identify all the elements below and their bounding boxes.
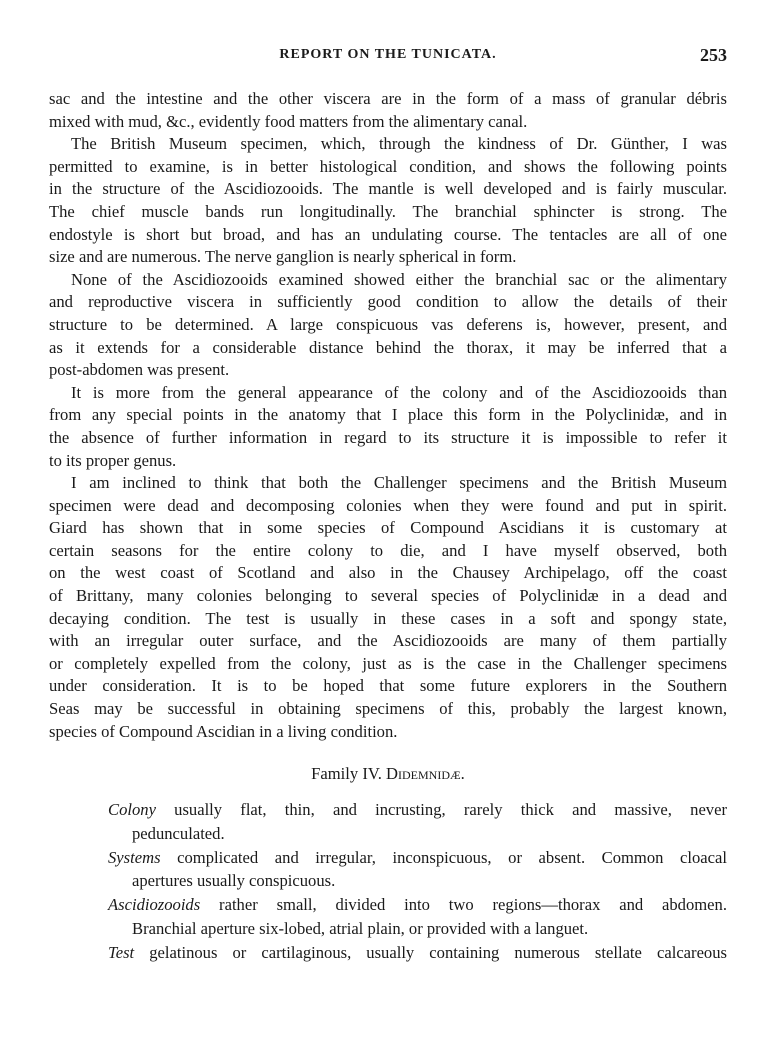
definition-text: usually flat, thin, and incrusting, rarely thick and massive, never [155,800,727,819]
text-line: in the structure of the Ascidiozooids. The mantle is well developed and is fairly muscular. [49,179,727,199]
text-line: species of Compound Ascidian in a living condition. [49,721,398,741]
text-line: sac and the intestine and the other viscera are in the form of a mass of granular débris [49,89,727,108]
family-number: Family IV. [311,764,382,783]
definition-line: Branchial aperture six-lobed, atrial plain, or provided with a languet. [132,918,589,938]
text-line: on the west coast of Scotland and also in the Chausey Archipelago, off the coast [49,563,727,583]
section-heading [0,764,776,784]
text-line: Seas may be successful in obtaining specimens of this, probably the largest known, [49,699,727,719]
definition-line [108,941,727,965]
definition-line: apertures usually conspicuous. [132,871,336,891]
text-line: or completely expelled from the colony, just as is the case in the Challenger specimens [49,653,727,673]
text-line: post-abdomen was present. [49,360,230,380]
text-line: from any special points in the anatomy that I place this form in the Polyclinidæ, and in [49,405,727,425]
text-line: the absence of further information in regard to its structure it is impossible to refer it [49,427,727,447]
text-line: to its proper genus. [49,450,177,470]
text-line: under consideration. It is to be hoped that some future explorers in the Southern [49,676,727,696]
running-title: REPORT ON THE TUNICATA. [279,47,497,62]
definition-line: pedunculated. [132,823,225,843]
family-name: Didemnidæ. [386,764,465,783]
text-line: specimen were dead and decomposing colonies when they were found and put in spirit. [49,495,727,515]
text-line: None of the Ascidiozooids examined showed either the branchial sac or the alimentary [71,269,727,289]
definition-line [108,846,727,870]
text-line: and reproductive viscera in sufficiently good condition to allow the details of their [49,292,727,312]
body-text [49,88,727,743]
text-line: It is more from the general appearance of the colony and of the Ascidiozooids than [71,382,727,402]
text-line: Giard has shown that in some species of Compound Ascidians it is customary at [49,518,727,538]
definition-text: rather small, divided into two regions—thorax and abdomen. [200,895,727,915]
definition-term: Systems [108,847,161,867]
definition-term: Colony [108,800,156,819]
definition-term: Test [108,942,135,962]
text-line: decaying condition. The test is usually in these cases in a soft and spongy state, [49,608,727,628]
page-number: 253 [700,45,727,65]
definition-line [108,893,727,917]
text-line: size and are numerous. The nerve ganglion is nearly spherical in form. [49,247,517,267]
text-line: mixed with mud, &c., evidently food matters from the alimentary canal. [49,111,528,131]
running-header [0,45,776,67]
definition-term: Ascidiozooids [108,895,201,915]
text-line: endostyle is short but broad, and has an undulating course. The tentacles are all of one [49,224,727,244]
text-line: as it extends for a considerable distance behind the thorax, it may be inferred that a [49,337,727,357]
text-line: structure to be determined. A large conspicuous vas deferens is, however, present, and [49,314,727,334]
text-line: The chief muscle bands run longitudinally. The branchial sphincter is strong. The [49,201,727,221]
definition-line [108,798,727,822]
text-line: certain seasons for the entire colony to die, and I have myself observed, both [49,540,727,560]
text-line: with an irregular outer surface, and the Ascidiozooids are many of them partially [49,631,727,651]
text-line: I am inclined to think that both the Challenger specimens and the British Museum [71,473,727,493]
text-line: permitted to examine, is in better histological condition, and shows the following points [49,156,727,176]
definition-text: complicated and irregular, inconspicuous, or absent. Common cloacal [160,847,727,867]
definitions [108,798,727,965]
definition-text: gelatinous or cartilaginous, usually containing numerous stellate calcareous [134,942,727,962]
text-line: of Brittany, many colonies belonging to several species of Polyclinidæ in a dead and [49,586,727,606]
text-line: The British Museum specimen, which, through the kindness of Dr. Günther, I was [71,134,727,154]
